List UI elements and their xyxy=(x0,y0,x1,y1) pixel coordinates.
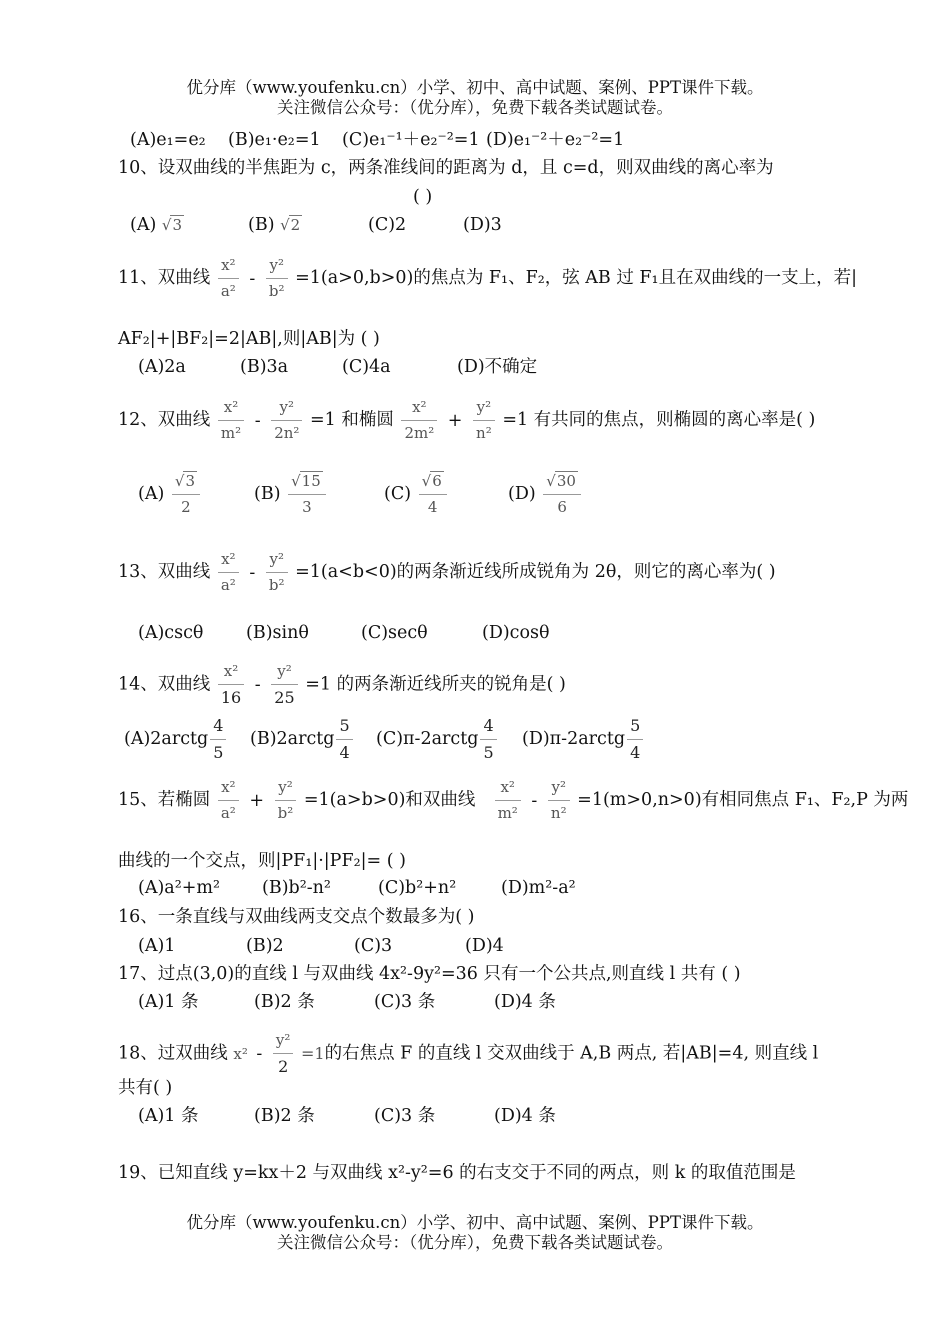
q13-option-c: (C)secθ xyxy=(361,623,428,643)
fraction: $\frac{\text{x²}}{\text{a²}}$ xyxy=(218,780,239,821)
q10-option-b: (B) √2 xyxy=(248,215,301,235)
fraction: $\frac{5}{4}$ xyxy=(627,718,643,761)
q18-stem-line-2: 共有( ) xyxy=(118,1078,173,1098)
q11-stem: 11、双曲线 $\frac{\text{x²}}{\text{a²}}$ - $\frac{\text{y²}}{\text{b²}}$ =1(a>0,b>0)的焦点为 F₁、F₂，弦 AB 过 F₁且在双曲线的一支上，若| xyxy=(118,256,857,300)
q13-option-a: (A)cscθ xyxy=(138,623,204,643)
q10-stem: 10、设双曲线的半焦距为 c，两条准线间的距离为 d，且 c=d，则双曲线的离心率为 xyxy=(118,158,774,178)
sqrt-icon: √2 xyxy=(280,216,301,234)
fraction: $\frac{4}{5}$ xyxy=(480,718,496,761)
fraction: $\frac{\text{y²}}{\text{b²}}$ xyxy=(266,552,288,593)
fraction: $\frac{\text{y²}}{2}$ xyxy=(273,1033,294,1075)
q14-option-c: (C)π-2arctg $\frac{4}{5}$ xyxy=(376,718,499,761)
q15-option-b: (B)b²-n² xyxy=(262,878,331,898)
q9-option-d: (D)e₁⁻²＋e₂⁻²=1 xyxy=(486,130,625,150)
q17-option-d: (D)4 条 xyxy=(494,992,556,1012)
q12-option-d: (D) $\frac{√30}{6}$ xyxy=(508,474,583,515)
fraction: $\frac{\text{y²}}{\text{n²}}$ xyxy=(548,780,570,821)
page-header-line-2: 关注微信公众号：（优分库），免费下载各类试题试卷。 xyxy=(277,98,673,117)
q15-option-c: (C)b²+n² xyxy=(378,878,457,898)
fraction: $\frac{\text{x²}}{\text{2m²}}$ xyxy=(401,400,437,441)
q9-option-a: (A)e₁=e₂ xyxy=(130,130,206,150)
q17-option-b: (B)2 条 xyxy=(254,992,315,1012)
q12-stem: 12、双曲线 $\frac{\text{x²}}{\text{m²}}$ - $\frac{\text{y²}}{\text{2n²}}$ =1 和椭圆 $\frac{\text{x²}}{\text{2m²}}$ + $\frac{\text{y²}}{\text{n²}}$ =1 有共同的焦点，则椭圆的离心率是( ) xyxy=(118,398,816,442)
q10-answer-paren: ( ) xyxy=(413,187,433,207)
q16-option-d: (D)4 xyxy=(465,936,504,956)
q17-stem: 17、过点(3,0)的直线 l 与双曲线 4x²-9y²=36 只有一个公共点,则直线 l 共有 ( ) xyxy=(118,964,741,984)
q12-option-a: (A) $\frac{√3}{2}$ xyxy=(138,474,202,515)
q18-stem: 18、过双曲线 x² - $\frac{\text{y²}}{2}$ =1的右焦点 F 的直线 l 交双曲线于 A,B 两点, 若|AB|=4, 则直线 l xyxy=(118,1031,819,1076)
q14-option-a: (A)2arctg $\frac{4}{5}$ xyxy=(124,718,228,761)
fraction: $\frac{√30}{6}$ xyxy=(543,474,581,515)
fraction: $\frac{\text{y²}}{25}$ xyxy=(271,664,297,706)
fraction: $\frac{4}{5}$ xyxy=(210,718,226,761)
q11-stem-line-2: AF₂|+|BF₂|=2|AB|,则|AB|为 ( ) xyxy=(118,329,380,349)
fraction: $\frac{√15}{3}$ xyxy=(288,474,326,515)
q10-option-d: (D)3 xyxy=(463,215,502,235)
q13-option-d: (D)cosθ xyxy=(482,623,550,643)
fraction: $\frac{\text{x²}}{\text{a²}}$ xyxy=(218,258,239,299)
fraction: $\frac{\text{x²}}{\text{m²}}$ xyxy=(495,780,521,821)
q16-option-b: (B)2 xyxy=(246,936,284,956)
q9-option-b: (B)e₁·e₂=1 xyxy=(228,130,321,150)
sqrt-icon: √3 xyxy=(161,216,182,234)
fraction: $\frac{\text{y²}}{\text{n²}}$ xyxy=(473,400,495,441)
q11-option-a: (A)2a xyxy=(138,357,186,377)
fraction: $\frac{√3}{2}$ xyxy=(172,474,200,515)
q9-option-c: (C)e₁⁻¹＋e₂⁻²=1 xyxy=(342,130,480,150)
page-footer-line-2: 关注微信公众号：（优分库），免费下载各类试题试卷。 xyxy=(277,1233,673,1252)
q15-option-a: (A)a²+m² xyxy=(138,878,221,898)
q14-stem: 14、双曲线 $\frac{\text{x²}}{16}$ - $\frac{\text{y²}}{25}$ =1 的两条渐近线所夹的锐角是( ) xyxy=(118,662,566,707)
q14-option-d: (D)π-2arctg $\frac{5}{4}$ xyxy=(522,718,645,761)
q13-option-b: (B)sinθ xyxy=(246,623,309,643)
q18-option-d: (D)4 条 xyxy=(494,1106,556,1126)
q11-option-b: (B)3a xyxy=(240,357,289,377)
q17-option-a: (A)1 条 xyxy=(138,992,199,1012)
q13-stem: 13、双曲线 $\frac{\text{x²}}{\text{a²}}$ - $\frac{\text{y²}}{\text{b²}}$ =1(a<b<0)的两条渐近线所成锐角为 2θ，则它的离心率为( ) xyxy=(118,550,776,594)
fraction: $\frac{\text{y²}}{\text{b²}}$ xyxy=(266,258,288,299)
fraction: $\frac{\text{x²}}{\text{m²}}$ xyxy=(218,400,244,441)
q14-option-b: (B)2arctg $\frac{5}{4}$ xyxy=(250,718,355,761)
q11-option-c: (C)4a xyxy=(342,357,391,377)
fraction: $\frac{\text{y²}}{\text{b²}}$ xyxy=(275,780,297,821)
q15-stem-line-2: 曲线的一个交点，则|PF₁|·|PF₂|= ( ) xyxy=(118,851,406,871)
q12-option-b: (B) $\frac{√15}{3}$ xyxy=(254,474,328,515)
q12-option-c: (C) $\frac{√6}{4}$ xyxy=(384,474,449,515)
q17-option-c: (C)3 条 xyxy=(374,992,436,1012)
q10-option-c: (C)2 xyxy=(368,215,407,235)
fraction: $\frac{\text{x²}}{\text{a²}}$ xyxy=(218,552,239,593)
q18-option-a: (A)1 条 xyxy=(138,1106,199,1126)
q11-option-d: (D)不确定 xyxy=(457,357,538,377)
q16-option-a: (A)1 xyxy=(138,936,176,956)
q10-option-a: (A) √3 xyxy=(130,215,182,235)
q18-option-b: (B)2 条 xyxy=(254,1106,315,1126)
fraction: $\frac{\text{x²}}{16}$ xyxy=(218,664,244,706)
fraction: $\frac{√6}{4}$ xyxy=(419,474,447,515)
page-header-line-1: 优分库（www.youfenku.cn）小学、初中、高中试题、案例、PPT课件下载。 xyxy=(186,78,764,97)
fraction: $\frac{5}{4}$ xyxy=(336,718,352,761)
page-footer-line-1: 优分库（www.youfenku.cn）小学、初中、高中试题、案例、PPT课件下载。 xyxy=(186,1213,764,1232)
q16-option-c: (C)3 xyxy=(354,936,393,956)
fraction: $\frac{\text{y²}}{\text{2n²}}$ xyxy=(271,400,302,441)
q19-stem: 19、已知直线 y=kx＋2 与双曲线 x²-y²=6 的右支交于不同的两点，则 k 的取值范围是 xyxy=(118,1163,796,1183)
q16-stem: 16、一条直线与双曲线两支交点个数最多为( ) xyxy=(118,907,475,927)
q15-stem: 15、若椭圆 $\frac{\text{x²}}{\text{a²}}$ + $\frac{\text{y²}}{\text{b²}}$ =1(a>b>0)和双曲线 $\frac{\text{x²}}{\text{m²}}$ - $\frac{\text{y²}}{\text{n²}}$ =1(m>0,n>0)有相同焦点 F₁、F₂,P 为两 xyxy=(118,778,909,822)
q18-option-c: (C)3 条 xyxy=(374,1106,436,1126)
q15-option-d: (D)m²-a² xyxy=(501,878,576,898)
